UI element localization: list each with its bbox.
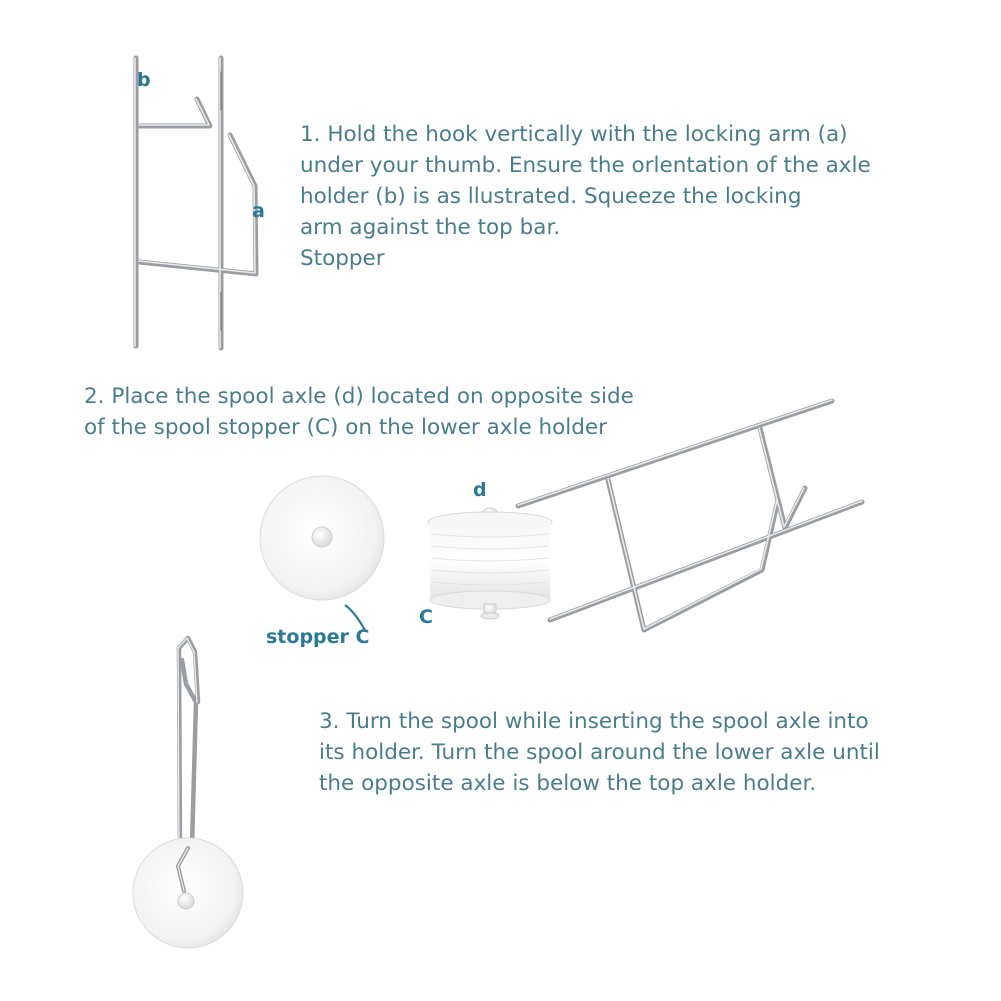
label-stopper-c: stopper C [266, 626, 370, 648]
hook-vertical-illustration [135, 58, 256, 348]
stopper-disc-illustration [260, 476, 384, 632]
label-d: d [473, 479, 487, 501]
step-1-line: 1. Hold the hook vertically with the locking arm (a) [300, 122, 848, 147]
step-2-line: 2. Place the spool axle (d) located on opposite side [84, 384, 634, 409]
thread-spool-illustration [428, 508, 552, 619]
step-1-line: under your thumb. Ensure the orlentation of the axle [300, 153, 871, 178]
step-3-instructions [319, 706, 880, 799]
step-3-line: 3. Turn the spool while inserting the spool axle into [319, 709, 869, 734]
step-3-line: its holder. Turn the spool around the lower axle until [319, 740, 880, 765]
hook-with-stopper-illustration [133, 638, 243, 948]
step-2-line: of the spool stopper (C) on the lower axle holder [84, 415, 607, 440]
step-1-line: Stopper [300, 246, 385, 271]
step-1-line: arm against the top bar. [300, 215, 561, 240]
step-1-line: holder (b) is as llustrated. Squeeze the locking [300, 184, 802, 209]
label-a: a [252, 200, 265, 222]
step-3-line: the opposite axle is below the top axle holder. [319, 771, 817, 796]
label-b: b [137, 69, 151, 91]
step-2-instructions [84, 381, 634, 443]
step-1-instructions [300, 119, 871, 274]
label-c-spool: C [419, 606, 433, 628]
